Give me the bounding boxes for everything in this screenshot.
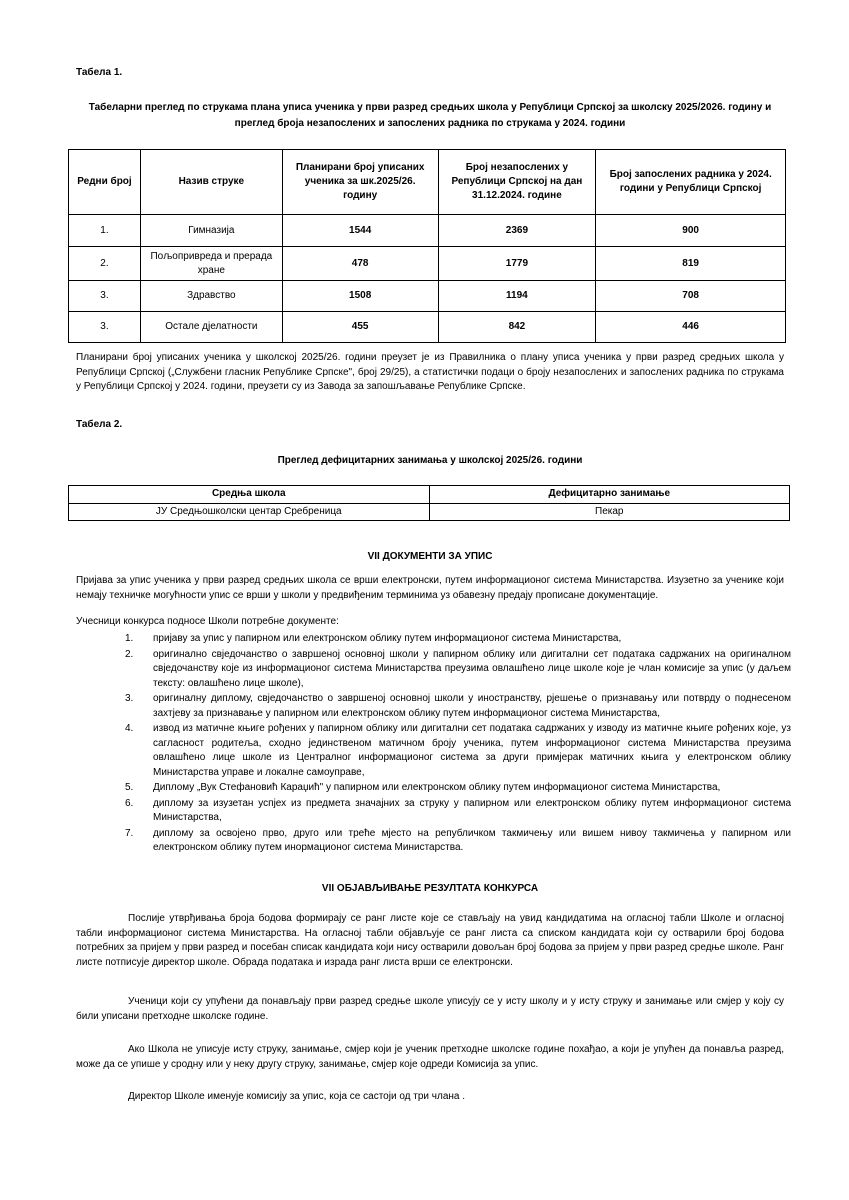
list-item-number: 5. bbox=[125, 782, 134, 793]
list-item-number: 3. bbox=[125, 693, 134, 704]
results-heading: VII ОБЈАВЉИВАЊЕ РЕЗУЛТАТА КОНКУРСА bbox=[321, 883, 539, 894]
results-paragraph-4: Директор Школе именује комисију за упис, која се састоји од три члана . bbox=[128, 1091, 466, 1102]
table2 bbox=[68, 485, 790, 521]
list-item bbox=[107, 827, 791, 856]
table-cell: 2. bbox=[69, 247, 141, 281]
list-item-text: диплому за изузетан успјех из предмета значајних за струку у папирном или електронском облику путем информационог система Министарства, bbox=[153, 797, 791, 823]
table-row bbox=[69, 281, 786, 312]
results-paragraph-2: Ученици који су упућени да понављају први разред средње школе уписују се у исту школу и у исту струку и занимање или смјер у коју су били уписани претходне школске године. bbox=[76, 996, 784, 1022]
table-cell: 900 bbox=[596, 215, 786, 247]
docs-heading: VII ДОКУМЕНТИ ЗА УПИС bbox=[367, 551, 493, 562]
list-item-text: Диплому „Вук Стефановић Караџић" у папирном или електронском облику путем информационог система Министарства, bbox=[153, 782, 721, 793]
table-cell: 1544 bbox=[282, 215, 438, 247]
table-row bbox=[69, 247, 786, 281]
table-cell: 1194 bbox=[438, 281, 596, 312]
table-cell: 2369 bbox=[438, 215, 596, 247]
table-cell: Здравство bbox=[140, 281, 282, 312]
list-item-text: оригиналну диплому, свједочанство о завршеној основној школи у иностранству, рјешење о признавању или потврду о поднесеном захтјеву за признавање у папирном или електронском облику путем информационог система Министарства, bbox=[153, 693, 791, 719]
table-cell: 3. bbox=[69, 281, 141, 312]
table1-header-row bbox=[69, 150, 786, 215]
table2-header-row bbox=[69, 486, 790, 504]
table-cell: Остале дјелатности bbox=[140, 312, 282, 343]
list-item-text: пријаву за упис у папирном или електронском облику путем информационог система Министарства, bbox=[153, 633, 622, 644]
table-cell: 1. bbox=[69, 215, 141, 247]
table-cell: 478 bbox=[282, 247, 438, 281]
list-item bbox=[107, 692, 791, 721]
list-item-number: 7. bbox=[125, 827, 134, 839]
table1-title: Табеларни преглед по струкама плана уписа ученика у први разред средњих школа у Републици Српској за школску 2025/2026. годину и преглед броја незапослених и запослених радника по струкама у 2024. години bbox=[88, 102, 772, 129]
table1-header-cell: Планирани број уписаних ученика за шк.2025/26. годину bbox=[282, 150, 438, 215]
table1-note: Планирани број уписаних ученика у школској 2025/26. години преузет је из Правилника о плану уписа ученика у први разред средњих школа у Републици Српској („Службени гласник Републике Српске", број 29/25), а статистички подаци о броју незапослених и запослених радника по струкама у Републици Српској у 2024. години, преузети су из Завода за запошљавање Републике Српске. bbox=[76, 352, 784, 392]
table2-title: Преглед дефицитарних занимања у школској 2025/26. години bbox=[277, 455, 583, 466]
table-row bbox=[69, 503, 790, 521]
table-cell: Пољопривреда и прерада хране bbox=[140, 247, 282, 281]
table2-label: Табела 2. bbox=[76, 419, 123, 430]
table2-header-cell: Дефицитарно занимање bbox=[429, 486, 790, 504]
list-item bbox=[107, 648, 791, 692]
table-cell: ЈУ Средњошколски центар Сребреница bbox=[69, 503, 430, 521]
table-cell: 3. bbox=[69, 312, 141, 343]
table-cell: 1508 bbox=[282, 281, 438, 312]
list-item-number: 6. bbox=[125, 797, 134, 809]
table-cell: 819 bbox=[596, 247, 786, 281]
list-item-text: оригинално свједочанство о завршеној основној школи у папирном облику или дигитални сет података садржаних на оригиналном свједочанству које из информационог система Министарства преузима овлашћено лице школе које је члан комисије за упис (у даљем тексту: овлашћено лице школе), bbox=[153, 648, 791, 689]
list-item-text: извод из матичне књиге рођених у папирном облику или дигитални сет података садржаних у изводу из матичне књиге рођених које, уз сагласност родитеља, сходно јединственом матичном броју ученика, путем информационог система Министарства преузима овлашћено лице школе из Централног информационог система за други примјерак матичних књига у електронском облику Министарства управе и локалне самоуправе, bbox=[153, 723, 791, 778]
table1-header-cell: Број запослених радника у 2024. години у Републици Српској bbox=[596, 150, 786, 215]
list-item-number: 2. bbox=[125, 648, 134, 660]
table-cell: 446 bbox=[596, 312, 786, 343]
table-cell: 1779 bbox=[438, 247, 596, 281]
list-item bbox=[107, 722, 791, 780]
docs-intro: Пријава за упис ученика у први разред средњих школа се врши електронски, путем информационог система Министарства. Изузетно за ученике који немају техничке могућности упис се врши у школи у предвиђеним терминима уз обавезну предају прописане документације. bbox=[76, 575, 784, 601]
table-cell: Гимназија bbox=[140, 215, 282, 247]
table1-header-cell: Редни број bbox=[69, 150, 141, 215]
list-item bbox=[107, 797, 791, 826]
documents-list bbox=[107, 632, 791, 857]
table1-label: Табела 1. bbox=[76, 67, 123, 78]
table-cell: 708 bbox=[596, 281, 786, 312]
table-cell: Пекар bbox=[429, 503, 790, 521]
table-cell: 842 bbox=[438, 312, 596, 343]
table1-header-cell: Број незапослених у Републици Српској на дан 31.12.2024. године bbox=[438, 150, 596, 215]
table1-header-cell: Назив струке bbox=[140, 150, 282, 215]
list-item-text: диплому за освојено прво, друго или треће мјесто на републичком такмичењу или вишем нивоу такмичења у папирном или електронском облику путем инормационог система Министарства. bbox=[153, 827, 791, 853]
table1 bbox=[68, 149, 786, 343]
list-item-number: 4. bbox=[125, 723, 134, 734]
docs-lead: Учесници конкурса подносе Школи потребне документе: bbox=[76, 616, 339, 627]
list-item bbox=[107, 781, 791, 796]
list-item bbox=[107, 632, 791, 647]
table-cell: 455 bbox=[282, 312, 438, 343]
table-row bbox=[69, 312, 786, 343]
list-item-number: 1. bbox=[125, 633, 134, 644]
table-row bbox=[69, 215, 786, 247]
results-paragraph-3: Ако Школа не уписује исту струку, занимање, смјер који је ученик претходне школске године похађао, а који је упућен да понавља разред, може да се упише у сродну или у неку другу струку, занимање, смјер које одреди Комисија за упис. bbox=[76, 1044, 784, 1070]
table2-header-cell: Средња школа bbox=[69, 486, 430, 504]
results-paragraph-1: Послије утврђивања броја бодова формирају се ранг листе које се стављају на увид кандидатима на огласној табли Школе и огласној табли информационог система Министарства. На огласној табли објављује се ранг листа са списком кандидата који су остварили број бодова потребних за пријем у први разред и посебан списак кандидата који нису остварили довољан број бодова за пријем у први разред средње школе. Ранг листе потписује директор школе. Обрада података и израда ранг листа врши се електронски. bbox=[76, 913, 784, 968]
